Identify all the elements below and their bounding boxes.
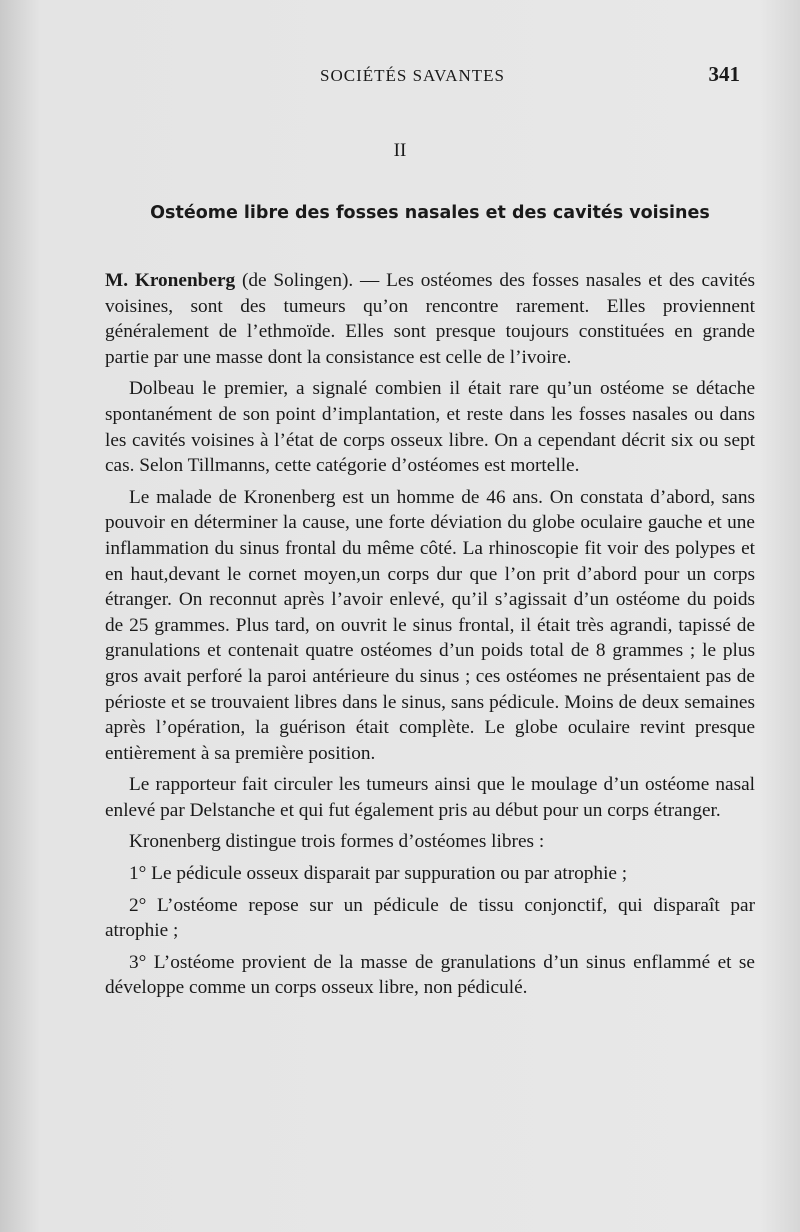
body-text [105, 268, 755, 1001]
paragraph-5: Kronenberg distingue trois formes d’ostéomes libres : [129, 831, 545, 853]
section-number: II [393, 140, 407, 161]
list-item-1: 1° Le pédicule osseux disparait par suppuration ou par atrophie ; [129, 863, 628, 885]
paragraph-1-text: (de Solingen). — Les ostéomes des fosses nasales et des cavités voisines, sont des tumeurs qu’on rencontre rarement. Elles proviennent généralement de l’ethmoïde. Elles sont presque toujours constituées en grande partie par une masse dont la consistance est celle de l’ivoire. [105, 270, 756, 368]
running-header [105, 62, 740, 96]
paragraph-1 [105, 268, 755, 370]
running-title: SOCIÉTÉS SAVANTES [320, 66, 505, 85]
paragraph-4: Le rapporteur fait circuler les tumeurs ainsi que le moulage d’un ostéome nasal enlevé par Delstanche et qui fut également pris au début pour un corps étranger. [105, 774, 755, 821]
page-number: 341 [708, 62, 740, 86]
list-item-3: 3° L’ostéome provient de la masse de granulations d’un sinus enflammé et se développe comme un corps osseux libre, non pédiculé. [105, 951, 755, 999]
section-title: Ostéome libre des fosses nasales et des cavités voisines [150, 203, 710, 223]
paragraph-2: Dolbeau le premier, a signalé combien il était rare qu’un ostéome se détache spontanément de son point d’implantation, et reste dans les fosses nasales ou dans les cavités voisines à l’état de corps osseux libre. On a cependant décrit six ou sept cas. Selon Tillmanns, cette catégorie d’ostéomes est mortelle. [105, 378, 755, 477]
list-item-2: 2° L’ostéome repose sur un pédicule de tissu conjonctif, qui disparaît par atrophie ; [105, 894, 755, 942]
speaker-name: M. Kronenberg [105, 270, 236, 291]
paragraph-3: Le malade de Kronenberg est un homme de 46 ans. On constata d’abord, sans pouvoir en déterminer la cause, une forte déviation du globe oculaire gauche et une inflammation du sinus frontal du même côté. La rhinoscopie fit voir des polypes et en haut,devant le cornet moyen,un corps dur que l’on prit d’abord pour un corps étranger. On reconnut après l’avoir enlevé, qu’il s’agissait d’un ostéome du poids de 25 grammes. Plus tard, on ouvrit le sinus frontal, il était très agrandi, tapissé de granulations et contenait quatre ostéomes d’un poids total de 8 grammes ; le plus gros avait perforé la paroi antérieure du sinus ; ces ostéomes ne présentaient pas de périoste et se trouvaient libres dans le sinus, sans pédicule. Moins de deux semaines après l’opération, la guérison était complète. Le globe oculaire revint presque entièrement à sa première position. [105, 486, 755, 764]
